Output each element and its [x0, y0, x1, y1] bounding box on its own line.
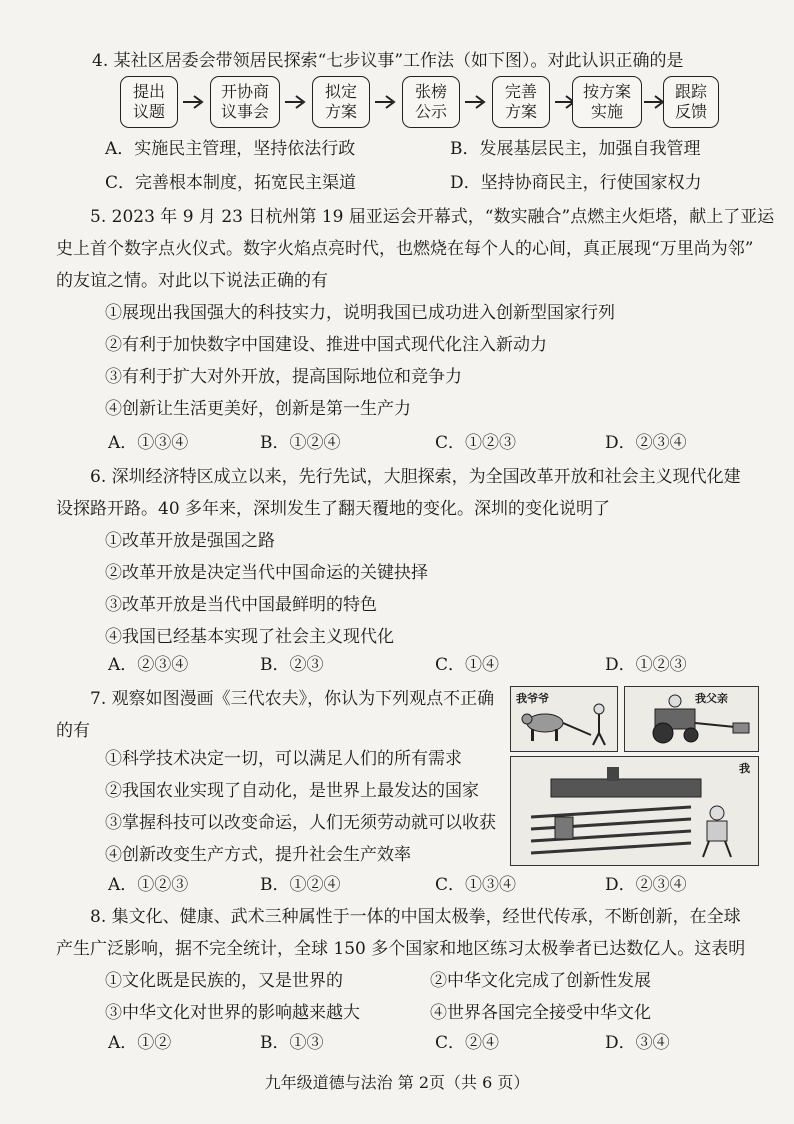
q5-option-b: B．①②④: [260, 433, 341, 453]
flow-step-7: 跟踪 反馈: [663, 76, 719, 128]
q7-stem-line-2: 的有: [56, 721, 90, 741]
q7-item-3: ③掌握科技可以改变命运，人们无须劳动就可以收获: [105, 813, 496, 833]
q7-item-1: ①科学技术决定一切，可以满足人们的所有需求: [105, 749, 462, 769]
q4-option-b: B．发展基层民主，加强自我管理: [450, 139, 701, 159]
q7-item-4: ④创新改变生产方式，提升社会生产效率: [105, 845, 411, 865]
q6-item-4: ④我国已经基本实现了社会主义现代化: [105, 627, 394, 647]
flow-step-6: 按方案 实施: [572, 76, 642, 128]
q8-item-2: ②中华文化完成了创新性发展: [430, 971, 651, 991]
cartoon-panel-grandfather: 我爷爷: [510, 686, 618, 752]
arrow-right-icon: [374, 94, 398, 110]
q8-stem-line-1: 8. 集文化、健康、武术三种属性于一体的中国太极拳，经世代传承，不断创新，在全球: [90, 907, 741, 927]
arrow-right-icon: [464, 94, 488, 110]
q6-stem-line-2: 设探路开路。40 多年来，深圳发生了翻天覆地的变化。深圳的变化说明了: [56, 499, 611, 519]
cartoon-panel-me: 我: [510, 756, 759, 866]
q5-item-2: ②有利于加快数字中国建设、推进中国式现代化注入新动力: [105, 335, 547, 355]
q5-stem-line-2: 史上首个数字点火仪式。数字火焰点亮时代，也燃烧在每个人的心间，真正展现“万里尚为邻”: [56, 239, 754, 259]
q4-stem: 4. 某社区居委会带领居民探索“七步议事”工作法（如下图）。对此认识正确的是: [92, 51, 684, 71]
flow-step-3: 拟定 方案: [312, 76, 370, 128]
q4-option-c: C．完善根本制度，拓宽民主渠道: [105, 173, 357, 193]
flow-step-5: 完善 方案: [492, 76, 550, 128]
q4-option-a: A．实施民主管理，坚持依法行政: [105, 139, 356, 159]
q5-stem-line-3: 的友谊之情。对此以下说法正确的有: [56, 271, 328, 291]
q6-option-a: A．②③④: [108, 655, 189, 675]
q8-option-d: D．③④: [605, 1033, 670, 1053]
q6-stem-line-1: 6. 深圳经济特区成立以来，先行先试，大胆探索，为全国改革开放和社会主义现代化建: [90, 467, 741, 487]
seven-step-flowchart: [120, 76, 720, 132]
q7-option-c: C．①③④: [435, 875, 517, 895]
q5-item-3: ③有利于扩大对外开放，提高国际地位和竞争力: [105, 367, 462, 387]
q6-item-3: ③改革开放是当代中国最鲜明的特色: [105, 595, 377, 615]
q7-item-2: ②我国农业实现了自动化，是世界上最发达的国家: [105, 781, 479, 801]
flow-step-2: 开协商 议事会: [210, 76, 280, 128]
q4-option-d: D．坚持协商民主，行使国家权力: [450, 173, 702, 193]
q8-item-1: ①文化既是民族的，又是世界的: [105, 971, 343, 991]
q8-item-4: ④世界各国完全接受中华文化: [430, 1003, 651, 1023]
q6-item-1: ①改革开放是强国之路: [105, 531, 275, 551]
cartoon-panel-father: 我父亲: [624, 686, 759, 752]
q6-option-d: D．①②③: [605, 655, 687, 675]
q8-item-3: ③中华文化对世界的影响越来越大: [105, 1003, 360, 1023]
q5-stem-line-1: 5. 2023 年 9 月 23 日杭州第 19 届亚运会开幕式，“数实融合”点燃主火炬塔，献上了亚运: [90, 207, 775, 227]
q7-stem-line-1: 7. 观察如图漫画《三代农夫》，你认为下列观点不正确: [90, 689, 495, 709]
flow-step-1: 提出 议题: [120, 76, 178, 128]
q5-option-d: D．②③④: [605, 433, 687, 453]
q5-option-a: A．①③④: [108, 433, 189, 453]
q7-option-b: B．①②④: [260, 875, 341, 895]
q5-item-4: ④创新让生活更美好，创新是第一生产力: [105, 399, 411, 419]
q6-option-c: C．①④: [435, 655, 500, 675]
q8-option-c: C．②④: [435, 1033, 500, 1053]
q5-option-c: C．①②③: [435, 433, 517, 453]
q8-stem-line-2: 产生广泛影响，据不完全统计，全球 150 多个国家和地区练习太极拳者已达数亿人。这表明: [56, 939, 746, 959]
tractor-illustration: [625, 687, 758, 751]
q6-item-2: ②改革开放是决定当代中国命运的关键抉择: [105, 563, 428, 583]
arrow-right-icon: [182, 94, 206, 110]
q8-option-b: B．①③: [260, 1033, 324, 1053]
arrow-right-icon: [284, 94, 308, 110]
page-footer: 九年级道德与法治 第 2页（共 6 页）: [264, 1073, 530, 1092]
q7-option-a: A．①②③: [108, 875, 189, 895]
flow-step-4: 张榜 公示: [402, 76, 460, 128]
q7-option-d: D．②③④: [605, 875, 687, 895]
q8-option-a: A．①②: [108, 1033, 172, 1053]
q5-item-1: ①展现出我国强大的科技实力，说明我国已成功进入创新型国家行列: [105, 303, 615, 323]
q6-option-b: B．②③: [260, 655, 324, 675]
automated-farm-illustration: [511, 757, 758, 865]
